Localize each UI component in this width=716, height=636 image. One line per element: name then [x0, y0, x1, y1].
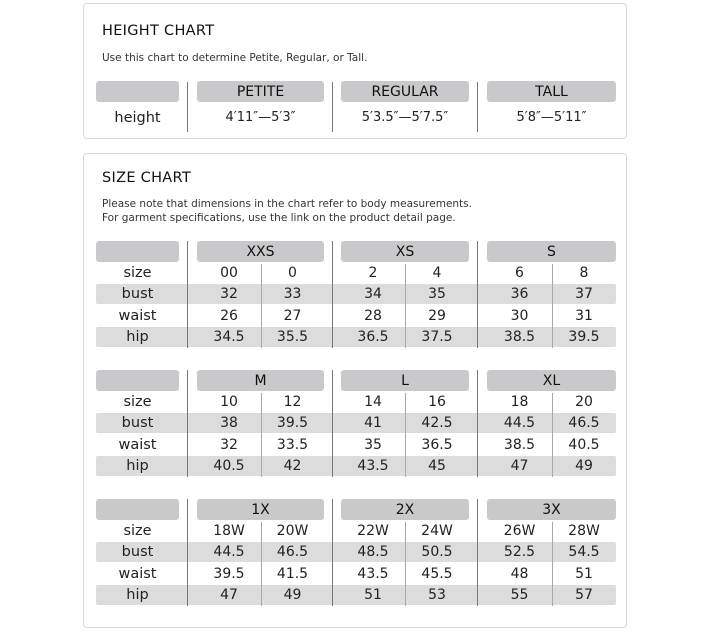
row-label-waist: waist [118, 437, 157, 453]
row-label-size: size [123, 523, 152, 539]
cell-hip: 34.5 [213, 329, 245, 345]
cell-hip: 37.5 [421, 329, 453, 345]
cell-waist: 32 [220, 437, 238, 453]
cell-hip: 51 [364, 587, 382, 603]
cell-size: 2 [368, 265, 378, 281]
cell-waist: 41.5 [276, 566, 309, 582]
cell-hip: 49 [575, 458, 593, 474]
cell-size: 8 [579, 265, 589, 281]
cell-bust: 34 [364, 286, 382, 302]
height-label-header [96, 81, 179, 102]
height-header-tall: TALL [487, 81, 616, 102]
cell-bust: 46.5 [568, 415, 600, 431]
divider [477, 241, 478, 348]
cell-waist: 33.5 [276, 437, 309, 453]
size-group-header: XXS [197, 241, 324, 262]
cell-waist: 26 [220, 308, 238, 324]
cell-bust: 32 [220, 286, 238, 302]
cell-bust: 36 [510, 286, 529, 302]
size-chart-note-1: Please note that dimensions in the chart refer to body measurements. [102, 198, 472, 210]
row-label-waist: waist [118, 308, 157, 324]
divider [332, 82, 333, 132]
row-label-size: size [123, 394, 152, 410]
row-label-header [96, 370, 179, 391]
divider [332, 370, 333, 477]
cell-size: 4 [432, 265, 442, 281]
cell-waist: 27 [283, 308, 302, 324]
divider [187, 241, 188, 348]
cell-size: 12 [283, 394, 302, 410]
size-group-header: XL [487, 370, 616, 391]
row-label-size: size [123, 265, 152, 281]
size-group-header: 2X [341, 499, 469, 520]
cell-size: 18W [213, 523, 245, 539]
cell-bust: 48.5 [357, 544, 389, 560]
cell-size: 20W [276, 523, 309, 539]
cell-size: 22W [357, 523, 389, 539]
cell-size: 20 [575, 394, 593, 410]
cell-hip: 47 [220, 587, 238, 603]
cell-bust: 39.5 [276, 415, 309, 431]
cell-size: 26W [503, 523, 536, 539]
cell-waist: 35 [364, 437, 382, 453]
cell-hip: 35.5 [276, 329, 309, 345]
divider [187, 82, 188, 132]
cell-waist: 40.5 [568, 437, 600, 453]
size-chart-note-2: For garment specifications, use the link on the product detail page. [102, 212, 456, 224]
row-label-waist: waist [118, 566, 157, 582]
cell-size: 16 [428, 394, 446, 410]
cell-hip: 45 [428, 458, 446, 474]
cell-size: 14 [364, 394, 382, 410]
cell-bust: 41 [364, 415, 382, 431]
size-chart-card [83, 153, 627, 628]
cell-bust: 44.5 [213, 544, 245, 560]
size-group-header: 3X [487, 499, 616, 520]
cell-size: 28W [568, 523, 600, 539]
cell-waist: 45.5 [421, 566, 453, 582]
size-group-header: 1X [197, 499, 324, 520]
cell-bust: 38 [220, 415, 238, 431]
height-value-petite: 4′11″—5′3″ [225, 110, 296, 125]
cell-hip: 42 [283, 458, 302, 474]
cell-waist: 51 [575, 566, 593, 582]
cell-waist: 39.5 [213, 566, 245, 582]
cell-hip: 55 [510, 587, 529, 603]
height-value-regular: 5′3.5″—5′7.5″ [361, 110, 449, 125]
cell-bust: 44.5 [503, 415, 536, 431]
divider [332, 499, 333, 606]
cell-hip: 43.5 [357, 458, 389, 474]
size-group-header: L [341, 370, 469, 391]
cell-size: 0 [288, 265, 297, 281]
cell-size: 24W [421, 523, 453, 539]
size-group-header: S [487, 241, 616, 262]
cell-bust: 33 [283, 286, 302, 302]
row-label-hip: hip [126, 458, 149, 474]
size-group-header: XS [341, 241, 469, 262]
cell-size: 00 [220, 265, 238, 281]
cell-bust: 42.5 [421, 415, 453, 431]
divider [477, 82, 478, 132]
cell-waist: 30 [510, 308, 529, 324]
row-label-header [96, 241, 179, 262]
row-label-bust: bust [121, 415, 154, 431]
cell-waist: 36.5 [421, 437, 453, 453]
height-chart-description: Use this chart to determine Petite, Regular, or Tall. [102, 52, 368, 64]
row-label-bust: bust [121, 286, 154, 302]
cell-bust: 52.5 [503, 544, 536, 560]
size-group-header: M [197, 370, 324, 391]
size-chart-title: SIZE CHART [102, 170, 192, 186]
row-label-bust: bust [121, 544, 154, 560]
cell-hip: 49 [283, 587, 302, 603]
divider [187, 370, 188, 477]
cell-waist: 29 [428, 308, 446, 324]
cell-hip: 36.5 [357, 329, 389, 345]
divider [187, 499, 188, 606]
height-header-regular: REGULAR [341, 81, 469, 102]
cell-waist: 31 [575, 308, 593, 324]
row-label-header [96, 499, 179, 520]
row-label-hip: hip [126, 587, 149, 603]
divider [477, 370, 478, 477]
cell-hip: 47 [510, 458, 529, 474]
cell-bust: 46.5 [276, 544, 309, 560]
cell-waist: 43.5 [357, 566, 389, 582]
cell-bust: 54.5 [568, 544, 600, 560]
height-row-label: height [114, 110, 161, 126]
height-chart-title: HEIGHT CHART [102, 23, 215, 39]
cell-bust: 50.5 [421, 544, 453, 560]
cell-hip: 57 [575, 587, 593, 603]
cell-bust: 37 [575, 286, 593, 302]
cell-waist: 38.5 [503, 437, 536, 453]
cell-size: 18 [510, 394, 529, 410]
divider [477, 499, 478, 606]
divider [332, 241, 333, 348]
cell-waist: 48 [510, 566, 529, 582]
height-header-petite: PETITE [197, 81, 324, 102]
cell-waist: 28 [364, 308, 382, 324]
cell-size: 6 [515, 265, 524, 281]
height-chart-card [83, 3, 627, 139]
cell-hip: 53 [428, 587, 446, 603]
cell-hip: 39.5 [568, 329, 600, 345]
cell-bust: 35 [428, 286, 446, 302]
height-value-tall: 5′8″—5′11″ [516, 110, 587, 125]
cell-hip: 40.5 [213, 458, 245, 474]
cell-hip: 38.5 [503, 329, 536, 345]
cell-size: 10 [220, 394, 238, 410]
row-label-hip: hip [126, 329, 149, 345]
